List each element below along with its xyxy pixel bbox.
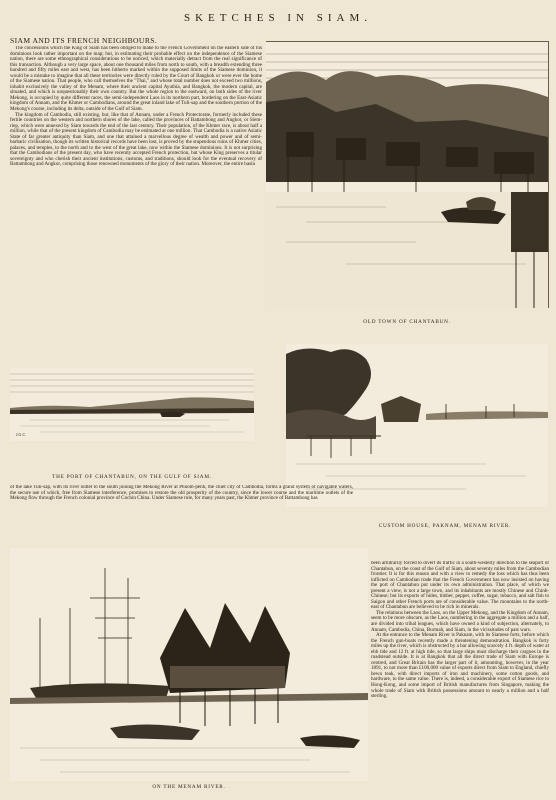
article-column-1 — [10, 46, 262, 398]
page-title: SKETCHES IN SIAM. — [184, 12, 372, 24]
paragraph: The concessions which the King of Siam has been obliged to make to the French Government on the eastern side of his dominions look rather important on the map; but, in estimating their probable effect on the independence of the Siamese nation, there are some ethnographical considerations to be noticed, which materially detract from the real significance of this transaction. Although a very large space, about one thousand miles from north to south, with a breadth extending three hundred and fifty miles east and west, has been hitherto marked within the supposed limits of the Siamese dominion, it would be a mistake to imagine that all these territories were directly ruled by the Court of Bangkok or were ever the home of the Siamese nation. That people, who call themselves the "Thai," and whose total number does not exceed two millions, inhabit exclusively the valley of the Menam, where their ancient capital Ayuthia, and Bangkok, the modern capital, are situated, and which is unquestionably their own country. But the whole region to the eastward, on both sides of the river Mekong, is occupied by quite different races, the semi-independent Laos in its northern part, bordering on the East-Asiatic kingdom of Annam, and the Khmer or Cambodians, around the great inland lake of Tuli-sap and the southern portion of the Mekong's course, including its delta, outside of the Gulf of Siam. — [10, 46, 262, 113]
article-title: SIAM AND ITS FRENCH NEIGHBOURS. — [10, 36, 158, 45]
caption-menam-river: ON THE MENAM RIVER. — [152, 784, 226, 790]
caption-custom-house: CUSTOM HOUSE, PAKNAM, MENAM RIVER. — [378, 523, 512, 529]
illustration-on-the-menam-river — [10, 548, 368, 781]
article-column-2 — [10, 485, 353, 531]
paragraph: The kingdom of Cambodia, still existing, but, like that of Annam, under a French Protectorate, formerly included these fertile countries on the western and northern shores of the lake, called the provinces of Battambong and Angkor, or Siem-riep, which were annexed by Siam towards the end of the last century. Their population, of the Khmer race, is about half a million, while that of the present kingdom of Cambodia may be estimated at one million. That Cambodia is a native Asiatic State of far greater antiquity than Siam, and one that attained a marvellous degree of wealth and power and of semi-barbaric civilisation, though its written historical records have been lost, is proved by the stupendous ruins of Khmer cities, palaces, and temples, to the north and to the west of the great lake, now within the Siamese dominions. It is not surprising that the Cambodians of the present day, who have recently accepted French protection, but whose King preserves a titular sovereignty and who cherish their ancient institutions, customs, and traditions, should look for the eventual recovery of Battambong and Angkor, comprising those renowned monuments of the glory of their nation. Moreover, the entire basin — [10, 111, 262, 168]
paragraph: of the lake Tuli-sap, with its river outlet to the south joining the Mekong River at Phnom-penh, the chief city of Cambodia, forms a grand system of navigable waters, the secure use of which, free from Siamese interference, promises to restore the old prosperity of the country, since the lower course and the maritime outlets of the Mekong flow through the French colonial province of Cochin China. Under Siamese rule, for many years past, the Khmer province of Battambong has — [10, 485, 353, 502]
artist-signature: J.G.C. — [16, 432, 27, 437]
illustration-custom-house-paknam — [286, 344, 548, 507]
article-column-3 — [371, 561, 549, 794]
paragraph: At the entrance to the Menam River is Paknam, with its Siamese forts, before which the French gun-boats recently made a threatening demonstration. Bangkok is forty miles up the river, which is obstructed by a bar allowing scarcely 4 ft. depth of water at ebb tide and 12 ft. at high tide, so that large ships must discharge their cargoes in the roadstead outside. It is at Bangkok that all the direct trade of Siam with Europe is centred, and Great Britain has the larger part of it, amounting, however, in the year 1891, to not more than £100,000 value of exports direct from Siam to England, chiefly hewn teak, with direct imports of iron and machinery, some cotton goods, and hardware, to the same value. There is, indeed, a considerable export of Siamese rice to Hong-Kong, and some import of British manufactures from Singapore, making the whole trade of Siam with British possessions amount to nearly a million and a half sterling. — [371, 632, 549, 700]
paragraph: The relations between the Laos, on the Upper Mekong, and the Kingdom of Annam, seem to be more obscure, as the Laos, numbering in the aggregate a million and a half, are divided into tribal leagues, which have owned a kind of subjection, alternately, to Annam, Cambodia, China, Burmah, and Siam, in the vicissitudes of past wars. — [371, 609, 549, 633]
paragraph: been arbitrarily forced to divert its traffic in a south-westerly direction to the seaport of Chantabun, on the coast of the Gulf of Siam, about seventy miles from the Cambodian frontier. It is for this reason and with a view to remedy the loss which has thus been inflicted on Cambodian trade that the French Government has now insisted on having the port of Chantabun put under its own administration. That place, of which we present a view, is not a large town, and its inhabitants are mostly Chinese and Chinb-Chinese; but its exports of hides, timber, pepper, coffee, sugar, tobacco, and salt fish to Saigon and other French ports are of considerable value. The mountains to the north-east of Chantabun are believed to be rich in minerals. — [371, 561, 549, 611]
illustration-port-of-chantabun — [10, 368, 254, 441]
caption-port: THE PORT OF CHANTABUN, ON THE GULF OF SIAM. — [52, 474, 212, 480]
caption-old-town: OLD TOWN OF CHANTABUN. — [363, 319, 451, 325]
illustration-old-town-of-chantabun — [266, 41, 549, 308]
